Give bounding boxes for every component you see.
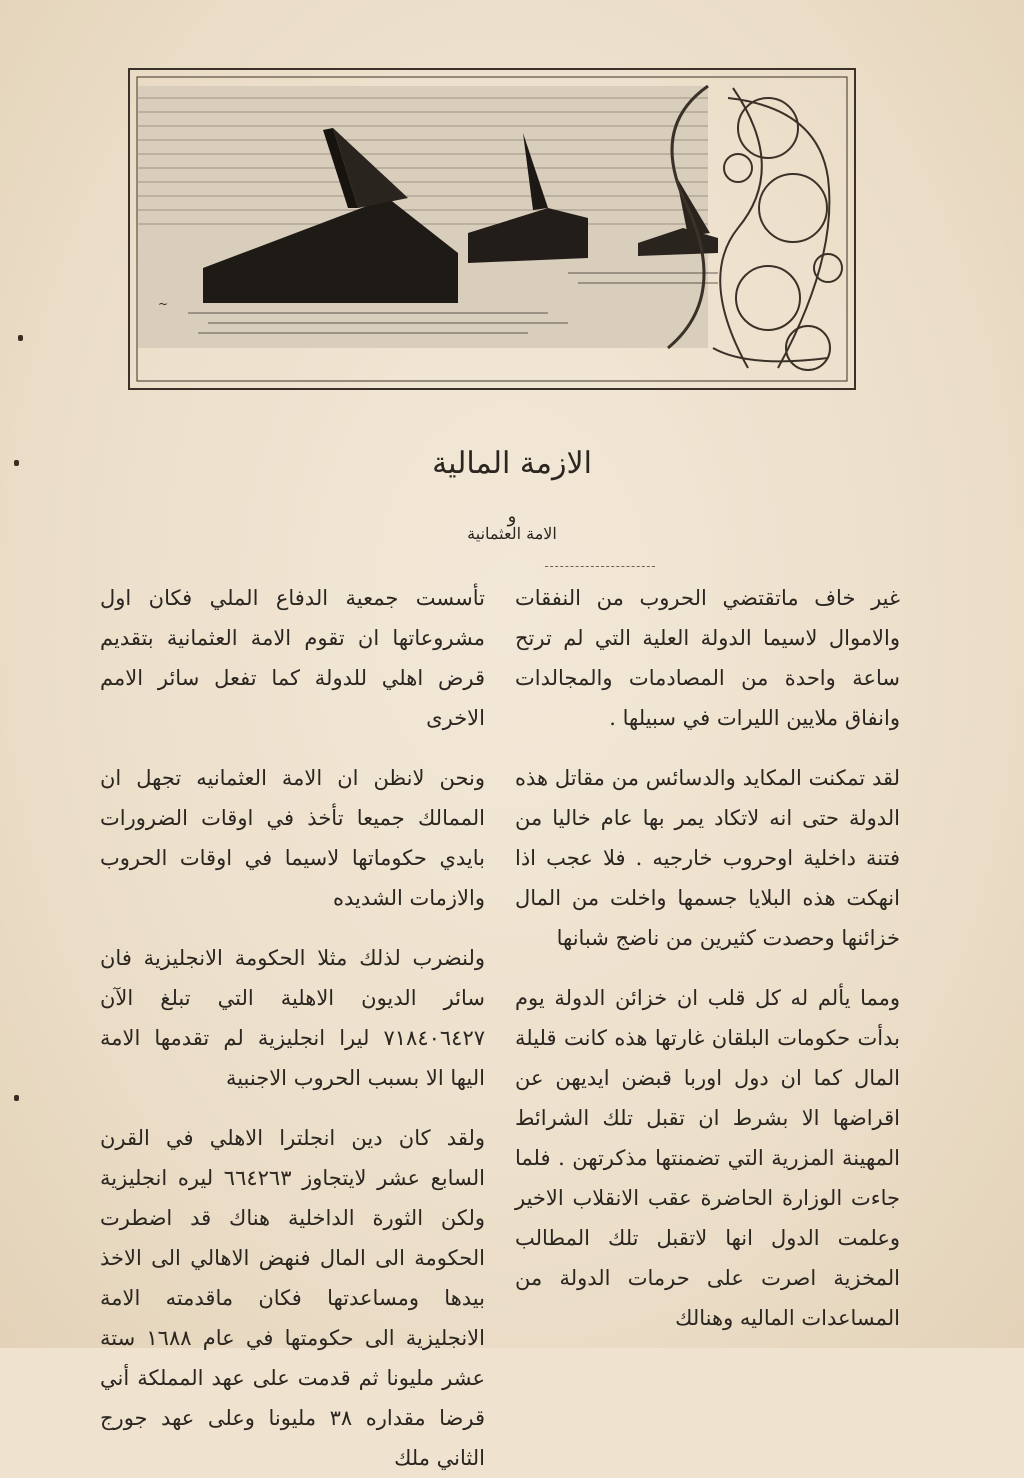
- binding-hole: [14, 460, 19, 466]
- svg-text:~: ~: [158, 297, 169, 311]
- binding-hole: [14, 1095, 19, 1101]
- paragraph: غير خاف ماتقتضي الحروب من النفقات والاموال لاسيما الدولة العلية التي لم ترتح ساعة واحدة من المصادمات والمجالدات وانفاق ملايين الليرات في سبيلها .: [515, 586, 900, 730]
- header-engraving: [128, 68, 856, 390]
- paragraph: لقد تمكنت المكايد والدسائس من مقاتل هذه الدولة حتى انه لاتكاد يمر بها عام خاليا من فتنة داخلية اوحروب خارجيه . فلا عجب اذا انهكت هذه البلايا جسمها واخلت من المال خزائنها وحصدت كثيرين من ناضج شبانها: [515, 766, 900, 950]
- article-subtitle: الامة العثمانية: [467, 524, 557, 543]
- paragraph: ولنضرب لذلك مثلا الحكومة الانجليزية فان سائر الديون الاهلية التي تبلغ الآن ٧١٨٤٠٦٤٢٧ ليرا انجليزية لم تقدمها الامة اليها الا بسبب الحروب الاجنبية: [100, 946, 485, 1090]
- right-column: [515, 578, 900, 1338]
- title-conjunction: و: [507, 506, 517, 527]
- paragraph: ونحن لانظن ان الامة العثمانيه تجهل ان الممالك جميعا تأخذ في اوقات الضرورات بايدي حكوماتها لاسيما في اوقات الحروب والازمات الشديده: [100, 766, 485, 910]
- paragraph: ولقد كان دين انجلترا الاهلي في القرن السابع عشر لايتجاوز ٦٦٤٢٦٣ ليره انجليزية ولكن الثورة الداخلية هناك قد اضطرت الحكومة الى المال فنهض الاهالي الى الاخذ بيدها ومساعدتها فكان ماقدمته الامة الانجليزية الى حكومتها في عام ١٦٨٨ ستة عشر مليونا ثم قدمت على عهد المملكة أني قرضا مقداره ٣٨ مليونا وعلى عهد جورج الثاني ملك: [100, 1126, 485, 1470]
- article-title: الازمة المالية: [432, 446, 592, 481]
- binding-hole: [18, 335, 23, 341]
- left-column: [100, 578, 485, 1478]
- title-divider: [545, 566, 655, 567]
- paragraph: ومما يألم له كل قلب ان خزائن الدولة يوم بدأت حكومات البلقان غارتها هذه كانت قليلة المال كما ان دول اوربا قبضن ايديهن عن اقراضها الا بشرط ان تقبل تلك الشرائط المهينة المزرية التي تضمنتها مذكرتهن . فلما جاءت الوزارة الحاضرة عقب الانقلاب الاخير وعلمت الدول انها لاتقبل تلك المطالب المخزية اصرت على حرمات الدولة من المساعدات الماليه وهنالك: [515, 986, 900, 1330]
- paragraph: تأسست جمعية الدفاع الملي فكان اول مشروعاتها ان تقوم الامة العثمانية بتقديم قرض اهلي للدولة كما تفعل سائر الامم الاخرى: [100, 586, 485, 730]
